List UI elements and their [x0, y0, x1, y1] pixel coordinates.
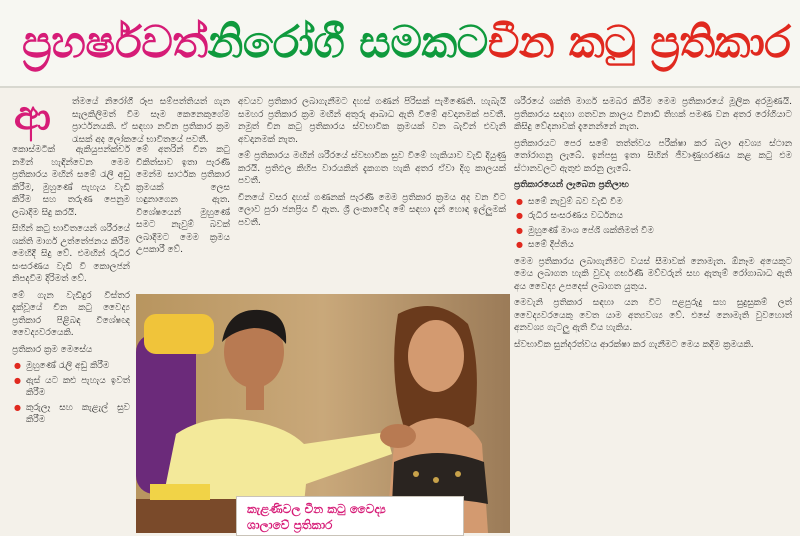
- yellow-cushion: [144, 314, 214, 354]
- bullet-list: [514, 196, 792, 252]
- photo-caption: [236, 496, 464, 536]
- paragraph: මේ ගැන වැඩිදුර විස්තර දැක්වූයේ චීන කටු වෛද්‍ය ප්‍රතිකාර පිළිබඳ විශේෂඥ වෛද්‍යවරයෙකි.: [12, 290, 130, 338]
- subheading: ප්‍රතිකාරයෙන් ලැබෙන ප්‍රතිලාභ: [514, 180, 629, 190]
- article-column-1b: [136, 144, 230, 294]
- list-item: ● මුහුණේ මාංශ පේශි ශක්තිමත් වීම: [514, 225, 792, 238]
- paragraph: චීනයේ වසර දහස් ගණනක් පැරණි මෙම ප්‍රතිකාර ක්‍රමය අද වන විට ලොව පුරා ජනප්‍රිය වී ඇත. ශ්‍රී ලංකාවේද මේ සඳහා දැන් හොඳ ඉල්ලුමක් පවතී.: [238, 192, 506, 228]
- paragraph: සිහින් කටු භාවිතයෙන් ශරීරයේ ශක්ති මාර්ග උත්තේජනය කිරීම මෙහිදී සිදු වේ. එමඟින් රුධිර සංසරණය වැඩි වී කොලජන් නිපදවීම දිරිමත් වේ.: [12, 224, 130, 284]
- list-item: ● රුධිර සංසරණය වර්ධනය: [514, 210, 792, 223]
- headline-banner: [0, 0, 800, 88]
- caption-line-2: ශාලාවේ ප්‍රතිකාර: [247, 518, 333, 532]
- headline-word-3: චීන කටු ප්‍රතිකාර: [487, 17, 791, 68]
- article-column-2: [238, 96, 506, 292]
- list-item: ● කුරුලෑ සහ කැළැල් සුව කිරීම: [12, 402, 130, 427]
- man-hand: [380, 424, 416, 448]
- box-on-table: [150, 484, 210, 500]
- bullet-list: [12, 360, 130, 427]
- paragraph: කොස්මටික් ඇකියුපන්ක්චර් නමින් හැඳින්වෙන මෙම ප්‍රතිකාරය මඟින් සමේ රැලි අඩු කිරීම, මුහුණේ පැහැය වැඩි කිරීම සහ තරුණ පෙනුම ලබාදීම සිදු කරයි.: [12, 145, 130, 218]
- man-neck: [246, 386, 264, 410]
- list-item: ● ඇස් යට කළු පැහැය ඉවත් කිරීම: [12, 375, 130, 400]
- list-item: ● සමේ නැවුම් බව වැඩි වීම: [514, 196, 792, 209]
- drop-cap: ආ: [14, 93, 51, 139]
- article-column-1: [12, 144, 130, 530]
- paragraph: ප්‍රතිකාර ක්‍රම මෙසේය: [12, 344, 93, 355]
- list-item: ● සමේ දීප්තිය: [514, 239, 792, 252]
- paragraph: මෙම ප්‍රතිකාරය ලබාගැනීමට වයස් සීමාවක් නොමැත. ඕනෑම අයෙකුට මෙය ලබාගත හැකි වුවද ගර්භණී මව්වරුන් සහ ඇතැම් රෝගාබාධ ඇති අය වෛද්‍ය උපදෙස් ලබාගත යුතුය.: [514, 256, 792, 292]
- woman-face: [408, 320, 464, 392]
- article-column-3: [514, 96, 792, 528]
- intro-paragraph: ත්මයේ නිරෝගී රූප සම්පත්තියත් ගැන සැලකිලිමත් වීම සෑම කෙනෙකුගේම ප්‍රාර්ථනයකි. ඒ සඳහා නවීන ප්‍රතිකාර ක්‍රම රැසක් අද ලෝකයේ භාවිතයේ පවතී.: [72, 97, 230, 144]
- paragraph: ස්වභාවික සුන්දරත්වය ආරක්ෂා කර ගැනීමට මෙය කදිම ක්‍රමයකි.: [514, 339, 754, 350]
- list-item: ● මුහුණේ රැලි අඩු කිරීම: [12, 360, 130, 373]
- article-intro: [72, 96, 230, 144]
- headline-word-1: ප්‍රහර්ෂවත්: [22, 17, 208, 68]
- paragraph: ශරීරයේ ශක්ති මාර්ග සමබර කිරීම මෙම ප්‍රතිකාරයේ මූලික අරමුණයි. ප්‍රතිකාරය සඳහා ගතවන කාලය විනාඩි තිහක් පමණ වන අතර රෝගියාට කිසිදු වේදනාවක් දැනෙන්නේ නැත.: [514, 97, 792, 132]
- caption-line-1: කැළණිවල චීන කටු වෛද්‍ය: [247, 502, 386, 516]
- paragraph: මෙවැනි ප්‍රතිකාර සඳහා යන විට පළපුරුදු සහ සුදුසුකම් ලත් වෛද්‍යවරයෙකු වෙත යාම අත්‍යවශ්‍ය වේ. එසේ නොමැති වුවහොත් අනවශ්‍ය ගැටලු ඇති විය හැකිය.: [514, 298, 792, 333]
- headline-word-2: නිරෝගී සමකට: [207, 17, 488, 68]
- paragraph: අවයව ප්‍රතිකාර ලබාගැනීමට දහස් ගණන් පිරිසක් පැමිණෙති. හැබැයි සමහර ප්‍රතිකාර ක්‍රම මඟින් අතුරු ආබාධ ඇති වීමේ අවදානමක් පවතී. නමුත් චීන කටු ප්‍රතිකාරය ස්වභාවික ක්‍රමයක් වන බැවින් එවැනි අවදානමක් නැත.: [238, 97, 506, 145]
- paragraph: ප්‍රතිකාරයට පෙර සමේ තත්ත්වය පරීක්ෂා කර බලා අවශ්‍ය ස්ථාන තෝරාගනු ලැබේ. ඉන්පසු ඉතා සිහින් ජීවාණුහරණය කළ කටු එම ස්ථානවලට ඇතුළු කරනු ලැබේ.: [514, 138, 792, 174]
- intro-paragraph-2: මේ අතරින් චීන කටු චිකිත්සාව ඉතා පැරණි මෙන්ම සාර්ථක ප්‍රතිකාර ක්‍රමයක් ලෙස හඳුනාගෙන ඇත. විශේෂයෙන් මුහුණේ සමට නැවුම් බවක් ලබාදීමට මෙම ක්‍රමය උපකාරී වේ.: [136, 145, 230, 255]
- paragraph: මේ ප්‍රතිකාරය මඟින් ශරීරයේ ස්වභාවික සුව වීමේ හැකියාව වැඩි දියුණු කරයි. ප්‍රතිඵල කිහිප වාරයකින් දැකගත හැකි අතර ඒවා දිගු කාලයක් පවතී.: [238, 151, 506, 186]
